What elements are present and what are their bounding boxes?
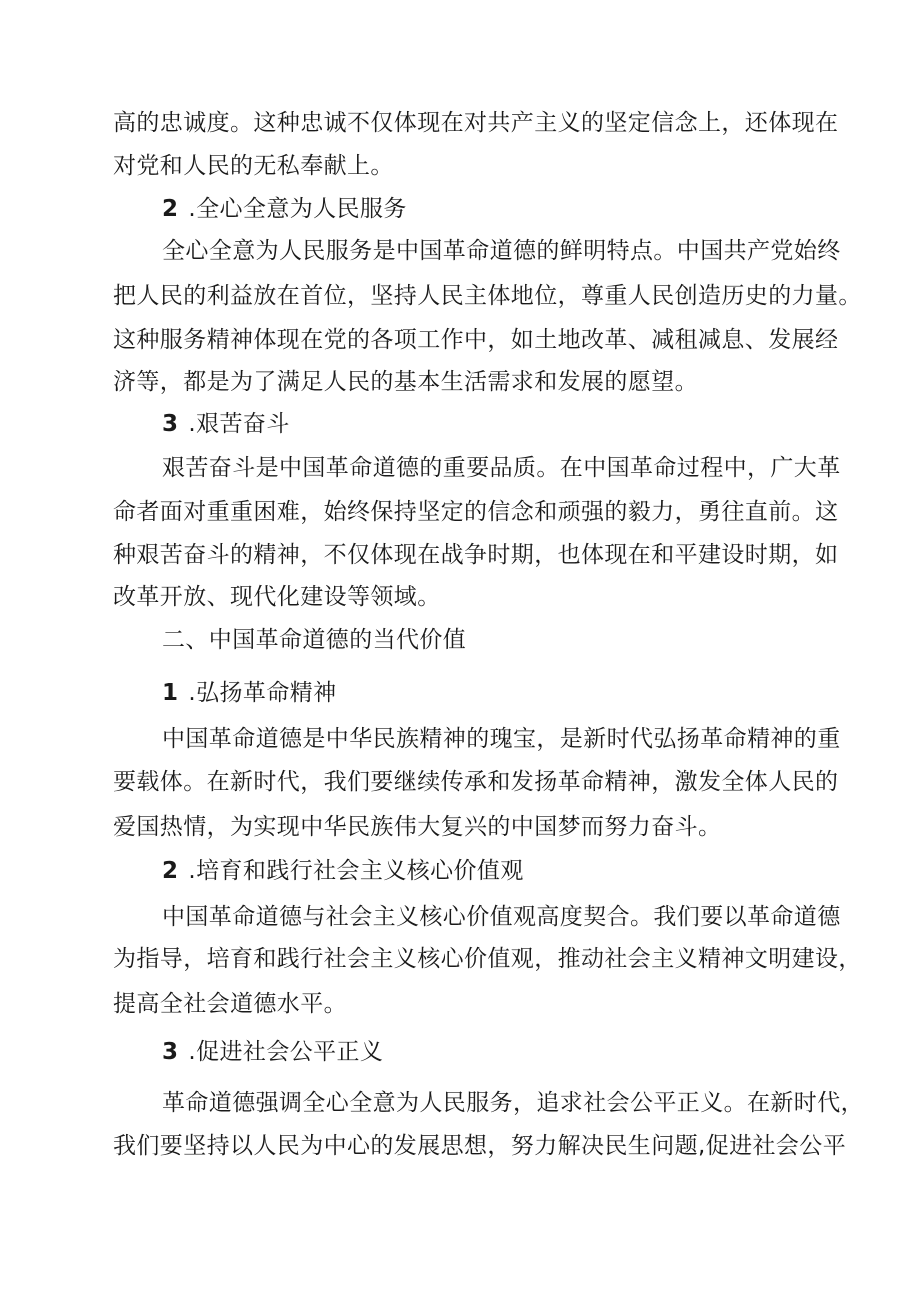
subheading-number: 3	[162, 411, 179, 437]
paragraph-line: 要载体。在新时代，我们要继续传承和发扬革命精神，激发全体人民的	[113, 769, 839, 795]
paragraph-line: 革命道德强调全心全意为人民服务，追求社会公平正义。在新时代，	[162, 1090, 864, 1116]
subheading-number: 2	[162, 196, 179, 222]
paragraph-line: 改革开放、现代化建设等领域。	[113, 584, 441, 610]
paragraph-line: 艰苦奋斗是中国革命道德的重要品质。在中国革命过程中，广大革	[162, 455, 841, 481]
paragraph-line: 提高全社会道德水平。	[113, 991, 347, 1017]
subheading-title: .促进社会公平正义	[188, 1039, 384, 1065]
subheading-core-values	[0, 856, 920, 886]
paragraph-line: 种艰苦奋斗的精神，不仅体现在战争时期，也体现在和平建设时期，如	[113, 542, 839, 568]
subheading-title: .全心全意为人民服务	[188, 196, 407, 222]
paragraph-line: 把人民的利益放在首位，坚持人民主体地位，尊重人民创造历史的力量。	[113, 283, 862, 309]
subheading-title: .艰苦奋斗	[188, 411, 290, 437]
subheading-number: 3	[162, 1039, 179, 1065]
paragraph-line: 我们要坚持以人民为中心的发展思想，努力解决民生问题,促进社会公平	[113, 1133, 847, 1159]
subheading-title: .培育和践行社会主义核心价值观	[188, 858, 524, 884]
paragraph-line: 为指导，培育和践行社会主义核心价值观，推动社会主义精神文明建设，	[113, 946, 862, 972]
paragraph-line: 全心全意为人民服务是中国革命道德的鲜明特点。中国共产党始终	[162, 238, 841, 264]
paragraph-line: 中国革命道德是中华民族精神的瑰宝，是新时代弘扬革命精神的重	[162, 726, 841, 752]
subheading-full-service	[0, 194, 920, 224]
subheading-revolution-spirit	[0, 678, 920, 708]
paragraph-line: 对党和人民的无私奉献上。	[113, 153, 394, 179]
subheading-social-justice	[0, 1037, 920, 1067]
subheading-number: 2	[162, 858, 179, 884]
paragraph-line: 命者面对重重困难，始终保持坚定的信念和顽强的毅力，勇往直前。这	[113, 499, 839, 525]
paragraph-line: 爱国热情，为实现中华民族伟大复兴的中国梦而努力奋斗。	[113, 814, 722, 840]
subheading-title: .弘扬革命精神	[188, 680, 337, 706]
paragraph-line: 高的忠诚度。这种忠诚不仅体现在对共产主义的坚定信念上，还体现在	[113, 110, 839, 136]
paragraph-line: 济等，都是为了满足人民的基本生活需求和发展的愿望。	[113, 369, 698, 395]
paragraph-line: 这种服务精神体现在党的各项工作中，如土地改革、减租减息、发展经	[113, 327, 839, 353]
subheading-number: 1	[162, 680, 179, 706]
section-heading: 二、中国革命道德的当代价值	[162, 627, 467, 653]
subheading-hard-work	[0, 409, 920, 439]
paragraph-line: 中国革命道德与社会主义核心价值观高度契合。我们要以革命道德	[162, 904, 841, 930]
